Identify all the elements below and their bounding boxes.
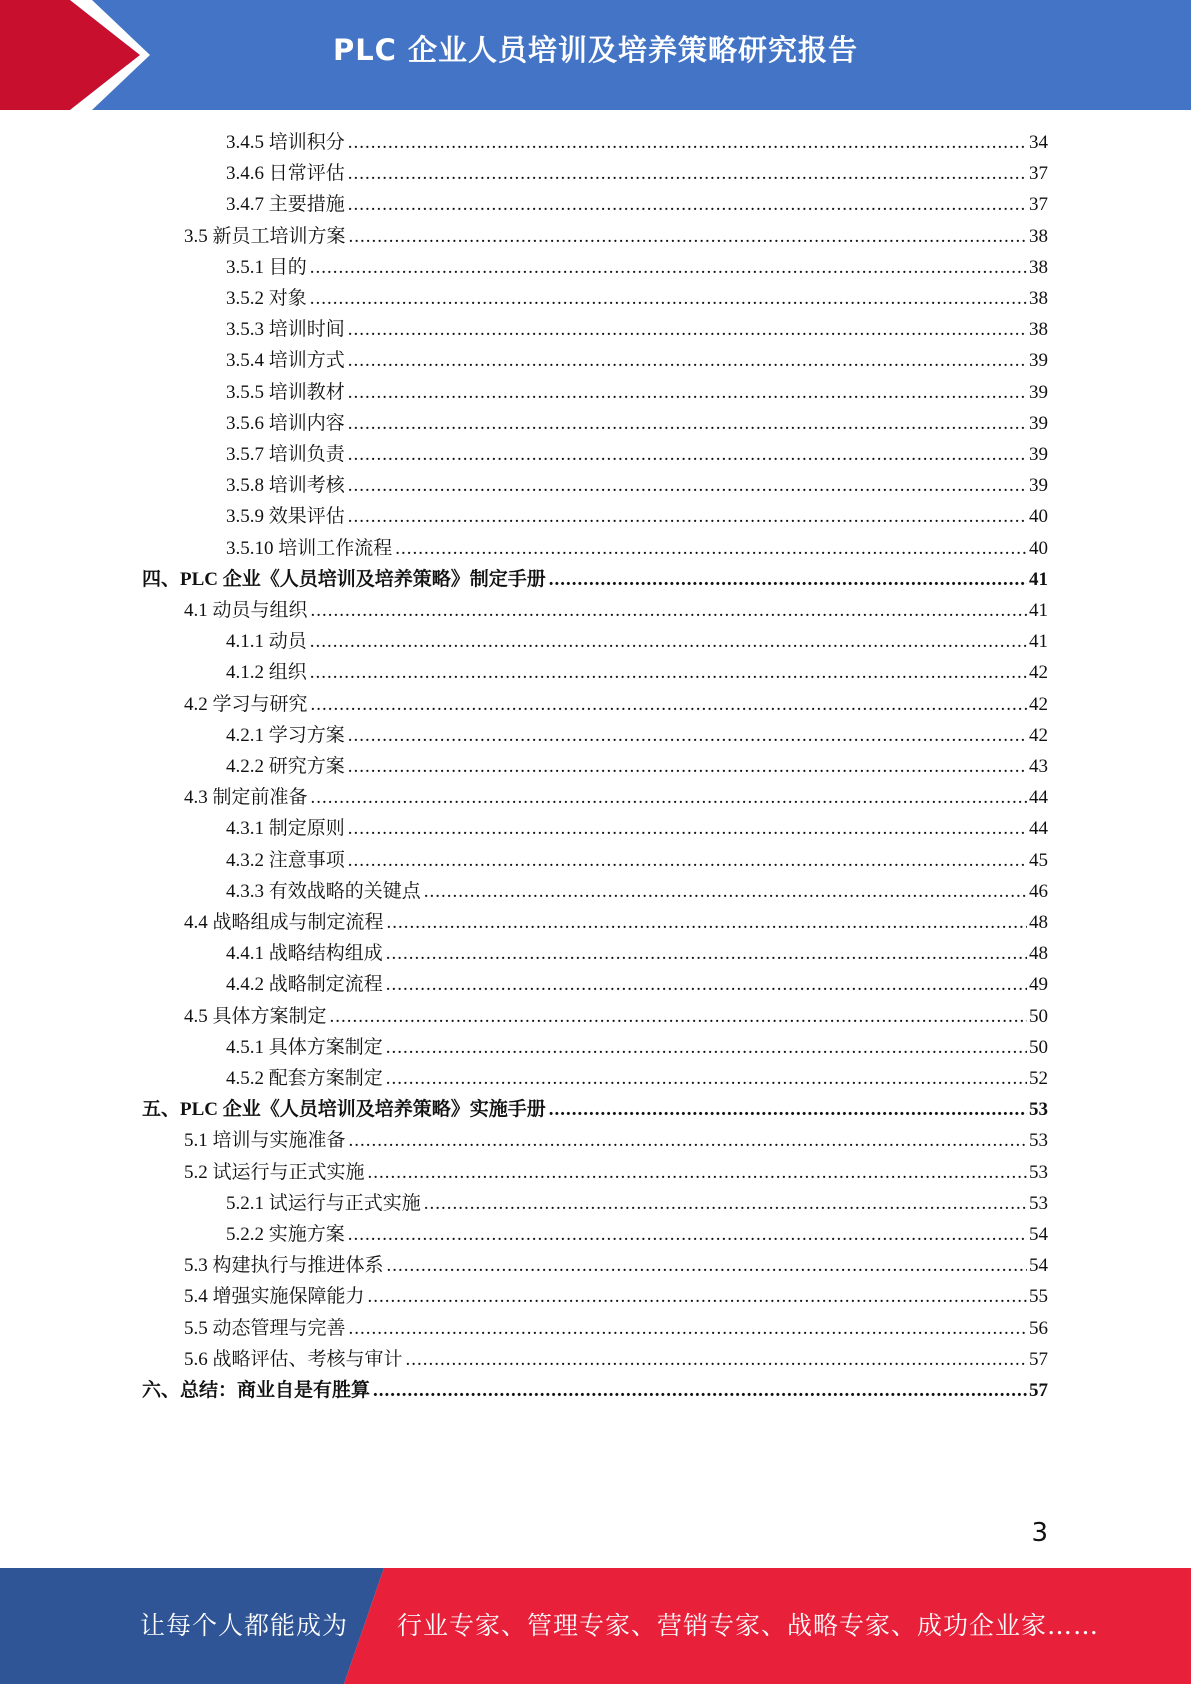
toc-leader-dots bbox=[368, 1281, 1027, 1312]
toc-entry-page: 42 bbox=[1029, 662, 1048, 684]
toc-entry-page: 43 bbox=[1029, 756, 1048, 777]
toc-entry[interactable] bbox=[226, 158, 1048, 189]
toc-entry[interactable] bbox=[226, 377, 1048, 408]
toc-entry-label: 4.3 制定前准备 bbox=[184, 787, 308, 809]
toc-leader-dots bbox=[348, 127, 1027, 158]
toc-entry-page: 39 bbox=[1029, 350, 1048, 372]
toc-entry[interactable] bbox=[184, 595, 1048, 626]
toc-leader-dots bbox=[348, 158, 1027, 189]
toc-entry-page: 49 bbox=[1029, 974, 1048, 996]
toc-entry-page: 54 bbox=[1029, 1255, 1048, 1277]
toc-leader-dots bbox=[311, 595, 1027, 626]
toc-leader-dots bbox=[348, 1219, 1027, 1250]
toc-entry-label: 3.5.2 对象 bbox=[226, 288, 307, 309]
toc-entry-label: 五、PLC 企业《人员培训及培养策略》实施手册 bbox=[142, 1099, 546, 1121]
toc-entry-page: 57 bbox=[1029, 1348, 1048, 1370]
toc-entry-page: 38 bbox=[1029, 256, 1048, 278]
toc-entry-page: 46 bbox=[1029, 880, 1048, 902]
toc-entry[interactable] bbox=[184, 689, 1048, 720]
toc-entry-page: 54 bbox=[1029, 1224, 1048, 1245]
toc-entry-page: 34 bbox=[1029, 132, 1048, 153]
toc-entry[interactable] bbox=[184, 1125, 1048, 1156]
toc-entry-label: 5.2.1 试运行与正式实施 bbox=[226, 1192, 421, 1214]
page-header bbox=[0, 0, 1191, 110]
toc-leader-dots bbox=[386, 938, 1027, 969]
toc-entry-page: 53 bbox=[1029, 1161, 1048, 1183]
toc-entry-label: 5.2 试运行与正式实施 bbox=[184, 1161, 365, 1183]
toc-entry-page: 50 bbox=[1029, 1036, 1048, 1058]
toc-entry[interactable] bbox=[184, 1157, 1048, 1188]
toc-entry-label: 4.1.1 动员 bbox=[226, 631, 307, 653]
toc-leader-dots bbox=[395, 533, 1027, 564]
toc-entry[interactable] bbox=[226, 252, 1048, 283]
toc-leader-dots bbox=[348, 408, 1027, 439]
toc-entry-label: 5.1 培训与实施准备 bbox=[184, 1130, 346, 1152]
toc-entry-label: 3.4.7 主要措施 bbox=[226, 194, 345, 216]
toc-leader-dots bbox=[310, 626, 1027, 657]
toc-entry-label: 4.5.2 配套方案制定 bbox=[226, 1068, 383, 1089]
toc-entry-page: 48 bbox=[1029, 912, 1048, 933]
toc-entry[interactable] bbox=[184, 782, 1048, 813]
toc-entry-label: 3.5.7 培训负责 bbox=[226, 444, 345, 465]
toc-entry[interactable] bbox=[226, 408, 1048, 439]
toc-entry-label: 5.6 战略评估、考核与审计 bbox=[184, 1348, 403, 1370]
page-number: 3 bbox=[1031, 1518, 1048, 1548]
toc-entry[interactable] bbox=[184, 1250, 1048, 1281]
toc-leader-dots bbox=[310, 252, 1027, 283]
toc-leader-dots bbox=[348, 189, 1027, 220]
toc-entry-label: 4.3.3 有效战略的关键点 bbox=[226, 880, 421, 902]
toc-entry-label: 4.2.2 研究方案 bbox=[226, 756, 345, 777]
toc-entry-page: 38 bbox=[1029, 319, 1048, 341]
toc-entry[interactable] bbox=[184, 1001, 1048, 1032]
toc-leader-dots bbox=[330, 1001, 1027, 1032]
toc-entry-label: 四、PLC 企业《人员培训及培养策略》制定手册 bbox=[142, 568, 546, 590]
toc-entry[interactable] bbox=[184, 1313, 1048, 1344]
toc-leader-dots bbox=[348, 813, 1027, 844]
toc-leader-dots bbox=[348, 845, 1027, 876]
toc-entry-page: 56 bbox=[1029, 1317, 1048, 1339]
toc-leader-dots bbox=[349, 1125, 1027, 1156]
footer-slogan-right: 行业专家、管理专家、营销专家、战略专家、成功企业家…… bbox=[397, 1611, 1100, 1640]
toc-leader-dots bbox=[386, 969, 1027, 1000]
toc-entry[interactable] bbox=[226, 876, 1048, 907]
toc-leader-dots bbox=[368, 1157, 1027, 1188]
toc-leader-dots bbox=[348, 439, 1027, 470]
toc-entry-label: 4.3.1 制定原则 bbox=[226, 818, 345, 840]
toc-entry-label: 六、总结：商业自是有胜算 bbox=[142, 1380, 371, 1401]
toc-entry-label: 4.4.2 战略制定流程 bbox=[226, 974, 383, 996]
toc-entry-page: 40 bbox=[1029, 537, 1048, 559]
toc-entry-label: 4.4.1 战略结构组成 bbox=[226, 943, 383, 965]
toc-leader-dots bbox=[310, 283, 1027, 314]
toc-leader-dots bbox=[349, 221, 1027, 252]
toc-entry[interactable] bbox=[226, 127, 1048, 158]
toc-entry-page: 53 bbox=[1029, 1099, 1048, 1121]
toc-entry-label: 4.1 动员与组织 bbox=[184, 600, 308, 621]
toc-entry-page: 52 bbox=[1029, 1068, 1048, 1089]
toc-entry[interactable] bbox=[226, 1063, 1048, 1094]
toc-entry[interactable] bbox=[226, 813, 1048, 844]
toc-entry-label: 3.5.3 培训时间 bbox=[226, 319, 345, 341]
toc-entry-page: 38 bbox=[1029, 288, 1048, 309]
toc-entry-page: 57 bbox=[1029, 1380, 1048, 1401]
toc-entry-label: 5.5 动态管理与完善 bbox=[184, 1317, 346, 1339]
toc-leader-dots bbox=[348, 377, 1027, 408]
toc-entry[interactable] bbox=[226, 657, 1048, 688]
toc-leader-dots bbox=[310, 657, 1027, 688]
toc-entry-page: 39 bbox=[1029, 475, 1048, 497]
toc-entry-page: 39 bbox=[1029, 412, 1048, 434]
toc-entry-page: 42 bbox=[1029, 724, 1048, 746]
toc-entry-page: 37 bbox=[1029, 194, 1048, 216]
toc-entry-page: 45 bbox=[1029, 849, 1048, 871]
toc-entry[interactable] bbox=[226, 969, 1048, 1000]
toc-entry[interactable] bbox=[226, 720, 1048, 751]
toc-entry[interactable] bbox=[226, 751, 1048, 782]
toc-entry-page: 37 bbox=[1029, 163, 1048, 185]
toc-entry[interactable] bbox=[142, 1375, 1048, 1406]
toc-entry-label: 3.5.8 培训考核 bbox=[226, 475, 345, 497]
toc-entry[interactable] bbox=[226, 1219, 1048, 1250]
toc-entry-label: 3.4.6 日常评估 bbox=[226, 163, 345, 185]
toc-entry-label: 4.2 学习与研究 bbox=[184, 693, 308, 715]
toc-entry-label: 5.4 增强实施保障能力 bbox=[184, 1286, 365, 1308]
toc-entry[interactable] bbox=[226, 1032, 1048, 1063]
toc-entry[interactable] bbox=[226, 938, 1048, 969]
toc-leader-dots bbox=[348, 345, 1027, 376]
toc-leader-dots bbox=[348, 720, 1027, 751]
toc-entry[interactable] bbox=[226, 314, 1048, 345]
toc-entry-label: 3.5.6 培训内容 bbox=[226, 412, 345, 434]
toc-leader-dots bbox=[373, 1375, 1027, 1406]
toc-leader-dots bbox=[424, 876, 1027, 907]
toc-leader-dots bbox=[387, 907, 1027, 938]
toc-leader-dots bbox=[549, 1094, 1027, 1125]
toc-entry[interactable] bbox=[184, 907, 1048, 938]
toc-entry-label: 3.4.5 培训积分 bbox=[226, 132, 345, 153]
toc-leader-dots bbox=[424, 1188, 1027, 1219]
toc-leader-dots bbox=[311, 689, 1027, 720]
document-title: PLC 企业人员培训及培养策略研究报告 bbox=[332, 33, 859, 67]
toc-leader-dots bbox=[549, 564, 1027, 595]
toc-entry[interactable] bbox=[226, 501, 1048, 532]
page-footer bbox=[0, 1568, 1191, 1684]
toc-entry-label: 3.5.4 培训方式 bbox=[226, 350, 345, 372]
toc-entry-label: 3.5 新员工培训方案 bbox=[184, 225, 346, 247]
footer-slogan-left: 让每个人都能成为 bbox=[140, 1611, 349, 1640]
toc-entry[interactable] bbox=[226, 533, 1048, 564]
toc-entry[interactable] bbox=[226, 345, 1048, 376]
toc-entry[interactable] bbox=[226, 626, 1048, 657]
toc-entry[interactable] bbox=[184, 1344, 1048, 1375]
toc-entry-label: 4.5 具体方案制定 bbox=[184, 1005, 327, 1027]
toc-entry-page: 39 bbox=[1029, 444, 1048, 465]
toc-leader-dots bbox=[348, 470, 1027, 501]
toc-entry[interactable] bbox=[142, 564, 1048, 595]
toc-entry[interactable] bbox=[226, 470, 1048, 501]
toc-entry-page: 53 bbox=[1029, 1192, 1048, 1214]
toc-entry-label: 3.5.1 目的 bbox=[226, 256, 307, 278]
toc-entry-page: 38 bbox=[1029, 225, 1048, 247]
toc-entry-page: 41 bbox=[1029, 600, 1048, 621]
toc-entry-label: 3.5.9 效果评估 bbox=[226, 506, 345, 528]
toc-entry-page: 39 bbox=[1029, 381, 1048, 403]
toc-entry-label: 4.3.2 注意事项 bbox=[226, 849, 345, 871]
toc-entry-label: 4.2.1 学习方案 bbox=[226, 724, 345, 746]
toc-entry-page: 42 bbox=[1029, 693, 1048, 715]
toc-entry-page: 40 bbox=[1029, 506, 1048, 528]
toc-entry-page: 44 bbox=[1029, 787, 1048, 809]
toc-entry-label: 4.5.1 具体方案制定 bbox=[226, 1036, 383, 1058]
toc-entry-label: 5.3 构建执行与推进体系 bbox=[184, 1255, 384, 1277]
toc-entry[interactable] bbox=[226, 189, 1048, 220]
toc-entry-page: 41 bbox=[1029, 631, 1048, 653]
toc-entry[interactable] bbox=[226, 439, 1048, 470]
toc-entry-label: 4.1.2 组织 bbox=[226, 662, 307, 684]
toc-entry[interactable] bbox=[226, 1188, 1048, 1219]
toc-leader-dots bbox=[311, 782, 1027, 813]
toc-entry-label: 5.2.2 实施方案 bbox=[226, 1224, 345, 1245]
toc-leader-dots bbox=[348, 501, 1027, 532]
toc-entry[interactable] bbox=[184, 1281, 1048, 1312]
toc-leader-dots bbox=[349, 1313, 1027, 1344]
toc-entry-page: 41 bbox=[1029, 568, 1048, 590]
toc-entry[interactable] bbox=[226, 283, 1048, 314]
toc-leader-dots bbox=[348, 314, 1027, 345]
toc-leader-dots bbox=[387, 1250, 1027, 1281]
toc-entry[interactable] bbox=[142, 1094, 1048, 1125]
toc-entry-label: 3.5.10 培训工作流程 bbox=[226, 537, 393, 559]
toc-entry[interactable] bbox=[226, 845, 1048, 876]
toc-entry-page: 48 bbox=[1029, 943, 1048, 965]
toc-leader-dots bbox=[406, 1344, 1027, 1375]
toc-leader-dots bbox=[348, 751, 1027, 782]
toc-entry-page: 55 bbox=[1029, 1286, 1048, 1308]
toc-entry-label: 3.5.5 培训教材 bbox=[226, 381, 345, 403]
toc-entry-page: 44 bbox=[1029, 818, 1048, 840]
toc-entry-page: 50 bbox=[1029, 1005, 1048, 1027]
toc-entry[interactable] bbox=[184, 221, 1048, 252]
toc-entry-page: 53 bbox=[1029, 1130, 1048, 1152]
toc-entry-label: 4.4 战略组成与制定流程 bbox=[184, 912, 384, 933]
toc-leader-dots bbox=[386, 1063, 1027, 1094]
toc-leader-dots bbox=[386, 1032, 1027, 1063]
